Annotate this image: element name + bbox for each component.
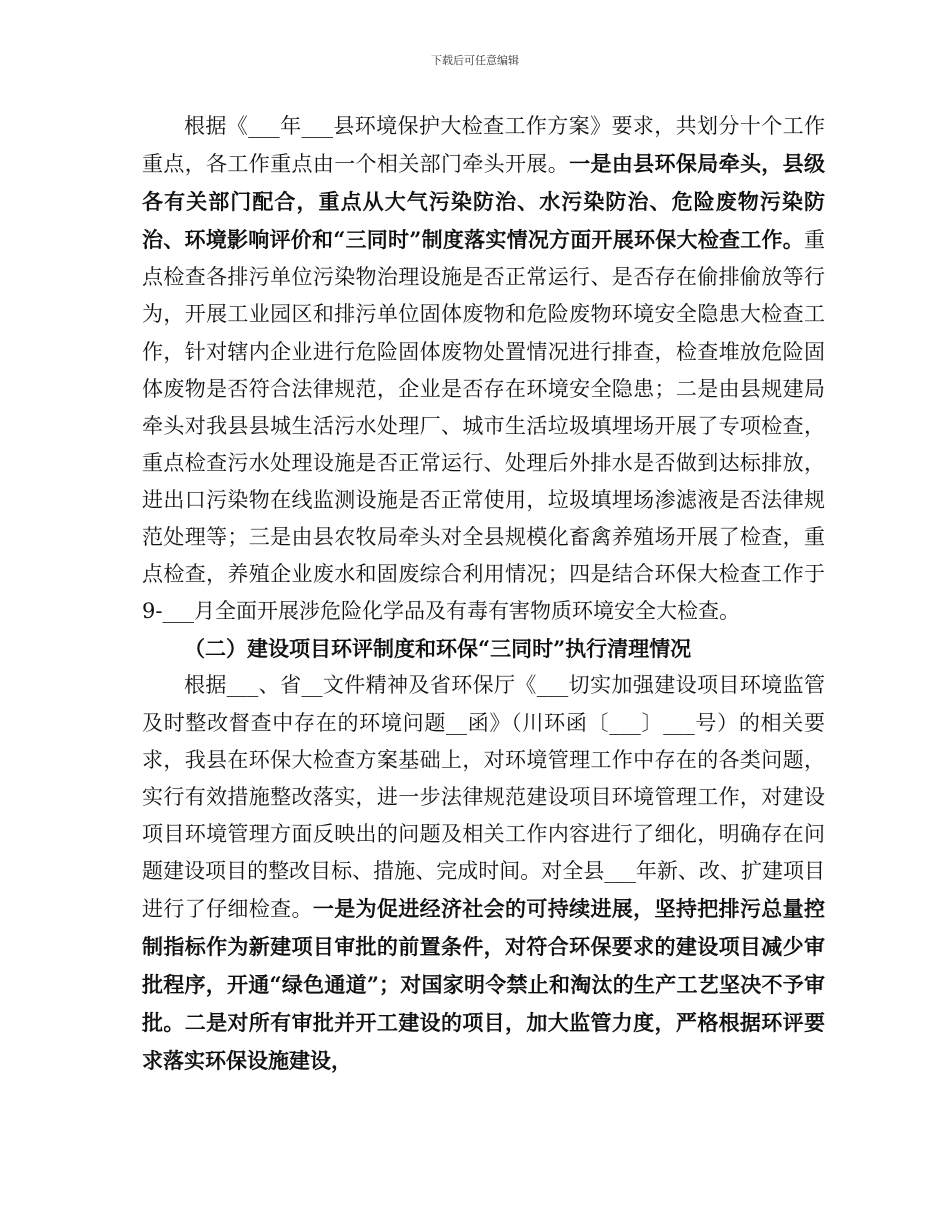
paragraph-inspection-focus <box>142 108 825 630</box>
paragraph-text: 根据___、省__文件精神及省环保厅《___切实加强建设项目环境监管及时整改督查中存在的环境问题__函》（川环函〔___〕___号）的相关要求，我县在环保大检查方案基础上，对环境管理工作中存在的各类问题，实行有效措施整改落实，进一步法律规范建设项目环境管理工作，对建设项目环境管理方面反映出的问题及相关工作内容进行了细化，明确存在问题建设项目的整改目标、措施、完成时间。对全县___年新、改、扩建项目进行了仔细检查。 <box>142 673 825 921</box>
paragraph-text: 根据《___年___县环境保护大检查工作方案》要求，共划分十个工作重点，各工作重点由一个相关部门牵头开展。 <box>142 114 825 177</box>
paragraph-text: 重点检查各排污单位污染物治理设施是否正常运行、是否存在偷排偷放等行为，开展工业园区和排污单位固体废物和危险废物环境安全隐患大检查工作，针对辖内企业进行危险固体废物处置情况进行排查，检查堆放危险固体废物是否符合法律规范，企业是否存在环境安全隐患；二是由县规建局牵头对我县县城生活污水处理厂、城市生活垃圾填埋场开展了专项检查，重点检查污水处理设施是否正常运行、处理后外排水是否做到达标排放，进出口污染物在线监测设施是否正常使用，垃圾填埋场渗滤液是否法律规范处理等；三是由县农牧局牵头对全县规模化畜禽养殖场开展了检查，重点检查，养殖企业废水和固废综合利用情况；四是结合环保大检查工作于9-___月全面开展涉危险化学品及有毒有害物质环境安全大检查。 <box>142 228 825 624</box>
paragraph-bold-text: 一是为促进经济社会的可持续进展，坚持把排污总量控制指标作为新建项目审批的前置条件，对符合环保要求的建设项目减少审批程序，开通“绿色通道”；对国家明令禁止和淘汰的生产工艺坚决不予审批。二是对所有审批并开工建设的项目，加大监管力度，严格根据环评要求落实环保设施建设， <box>142 895 826 1074</box>
paragraph-bold-text: 一是由县环保局牵头，县级各有关部门配合，重点从大气污染防治、水污染防治、危险废物污染防治、环境影响评价和“三同时”制度落实情况方面开展环保大检查工作。 <box>142 151 826 253</box>
section-heading <box>142 630 825 667</box>
page-header: 下载后可任意编辑 <box>431 54 519 67</box>
paragraph-eia-system <box>142 667 825 1080</box>
document-body <box>142 108 825 1080</box>
section-heading-text: （二）建设项目环评制度和环保“三同时”执行清理情况 <box>184 636 692 662</box>
